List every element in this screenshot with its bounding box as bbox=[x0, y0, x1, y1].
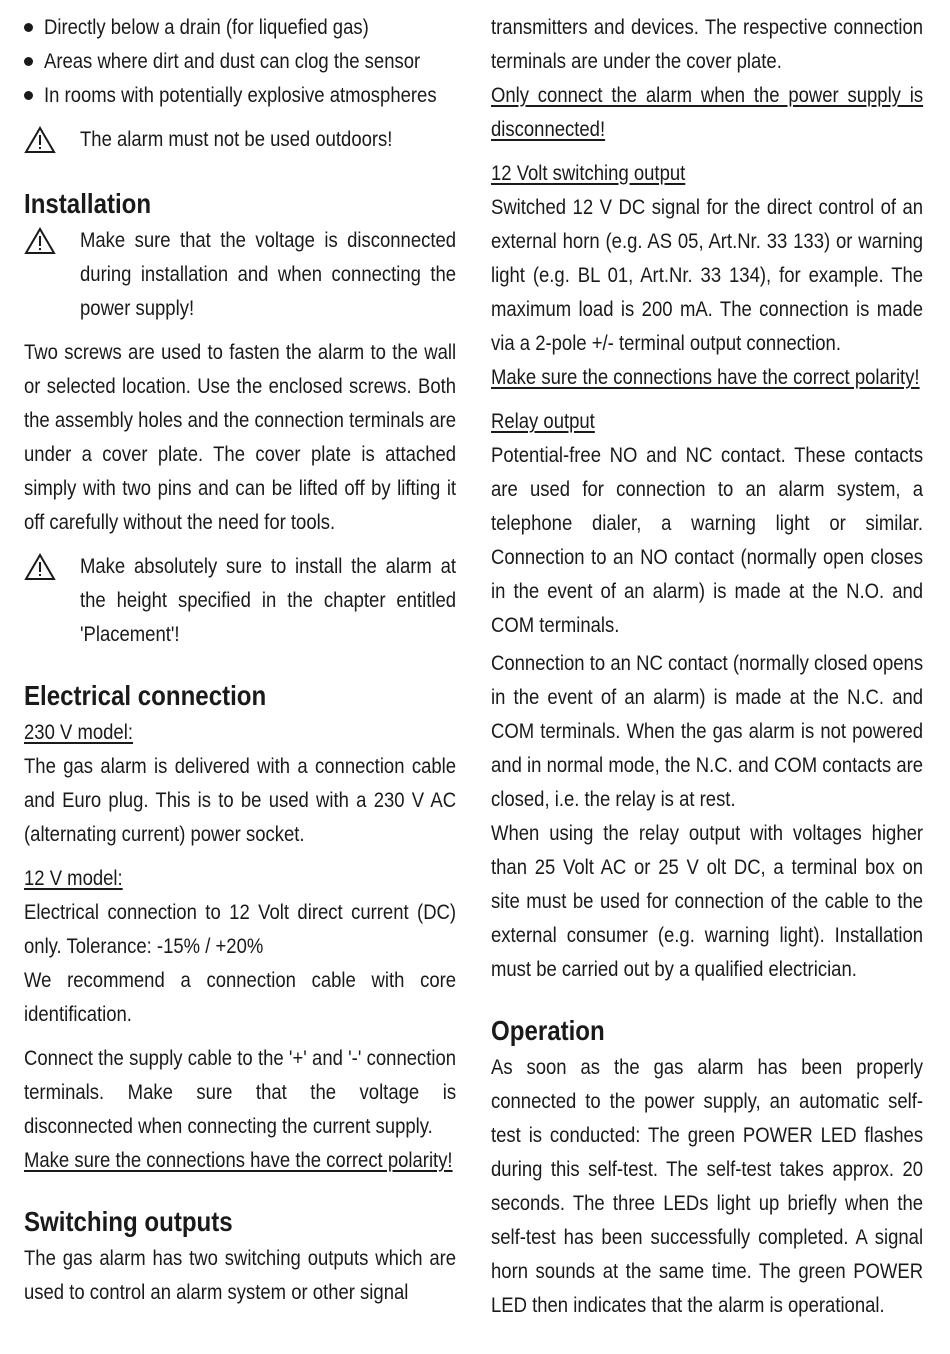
polarity-warning: Make sure the connections have the correct polarity! bbox=[24, 1148, 453, 1172]
model-230-label: 230 V model: bbox=[24, 720, 133, 744]
warning-voltage bbox=[24, 223, 456, 325]
right-column bbox=[491, 10, 923, 1322]
bullet-icon bbox=[24, 57, 33, 66]
list-item: Directly below a drain (for liquefied gas) bbox=[24, 10, 456, 44]
volt12-text: Switched 12 V DC signal for the direct control of an external horn (e.g. AS 05, Art.Nr. 33 133) or warning light (e.g. BL 01, Art.Nr. 33 134), for example. The maximum load is 200 mA. The connection is made via a 2-pole +/- terminal output connection. bbox=[491, 195, 924, 355]
switching-text: The gas alarm has two switching outputs which are used to control an alarm system or other signal bbox=[24, 1246, 457, 1304]
bullet-icon bbox=[24, 23, 33, 32]
operation-heading: Operation bbox=[491, 1015, 605, 1046]
left-column bbox=[24, 10, 456, 1309]
warning-text: The alarm must not be used outdoors! bbox=[80, 127, 393, 151]
warning-text: Make sure that the voltage is disconnected during installation and when connecting the power supply! bbox=[80, 228, 457, 320]
list-item: In rooms with potentially explosive atmospheres bbox=[24, 78, 456, 112]
operation-text: As soon as the gas alarm has been properly connected to the power supply, an automatic self-test is conducted: The green POWER LED flashes during this self-test. The self-test takes approx. 20 seconds. The three LEDs light up briefly when the self-test has been successfully completed. A signal horn sounds at the same time. The green POWER LED then indicates that the alarm is operational. bbox=[491, 1055, 924, 1317]
placement-bullet-list bbox=[24, 10, 456, 112]
warning-triangle-icon bbox=[24, 549, 80, 586]
connect-text: Connect the supply cable to the '+' and '-' connection terminals. Make sure that the voltage is disconnected when connecting the current supply. bbox=[24, 1046, 457, 1138]
warning-triangle-icon bbox=[24, 223, 80, 260]
list-item: Areas where dirt and dust can clog the sensor bbox=[24, 44, 456, 78]
relay-heading: Relay output bbox=[491, 409, 595, 433]
warning-outdoors bbox=[24, 122, 456, 159]
polarity-warning: Make sure the connections have the correct polarity! bbox=[491, 365, 920, 389]
relay-text-no: Potential-free NO and NC contact. These contacts are used for connection to an alarm system, a telephone dialer, a warning light or similar. Connection to an NO contact (normally open closes in the event of an alarm) is made at the N.O. and COM terminals. bbox=[491, 443, 924, 637]
volt12-heading: 12 Volt switching output bbox=[491, 161, 686, 185]
relay-text-voltage: When using the relay output with voltages higher than 25 Volt AC or 25 V olt DC, a terminal box on site must be used for connection of the cable to the external consumer (e.g. warning light). Installation must be carried out by a qualified electrician. bbox=[491, 821, 924, 981]
installation-heading: Installation bbox=[24, 188, 152, 219]
electrical-heading: Electrical connection bbox=[24, 680, 267, 711]
model-12-text: Electrical connection to 12 Volt direct current (DC) only. Tolerance: -15% / +20% bbox=[24, 900, 457, 958]
relay-text-nc: Connection to an NC contact (normally closed opens in the event of an alarm) is made at the N.C. and COM terminals. When the gas alarm is not powered and in normal mode, the N.C. and COM contacts are closed, i.e. the relay is at rest. bbox=[491, 651, 924, 811]
installation-body: Two screws are used to fasten the alarm to the wall or selected location. Use the enclosed screws. Both the assembly holes and the connection terminals are under a cover plate. The cover plate is attached simply with two pins and can be lifted off by lifting it off carefully without the need for tools. bbox=[24, 340, 457, 534]
model-12-recommend: We recommend a connection cable with core identification. bbox=[24, 968, 457, 1026]
model-12-label: 12 V model: bbox=[24, 866, 123, 890]
warning-text: Make absolutely sure to install the alarm at the height specified in the chapter entitled 'Placement'! bbox=[80, 554, 457, 646]
bullet-icon bbox=[24, 91, 33, 100]
model-230-text: The gas alarm is delivered with a connection cable and Euro plug. This is to be used with a 230 V AC (alternating current) power socket. bbox=[24, 754, 457, 846]
power-warning: Only connect the alarm when the power supply is disconnected! bbox=[491, 83, 924, 141]
warning-height bbox=[24, 549, 456, 651]
switching-heading: Switching outputs bbox=[24, 1206, 233, 1237]
continued-text: transmitters and devices. The respective connection terminals are under the cover plate. bbox=[491, 15, 924, 73]
warning-triangle-icon bbox=[24, 122, 80, 159]
